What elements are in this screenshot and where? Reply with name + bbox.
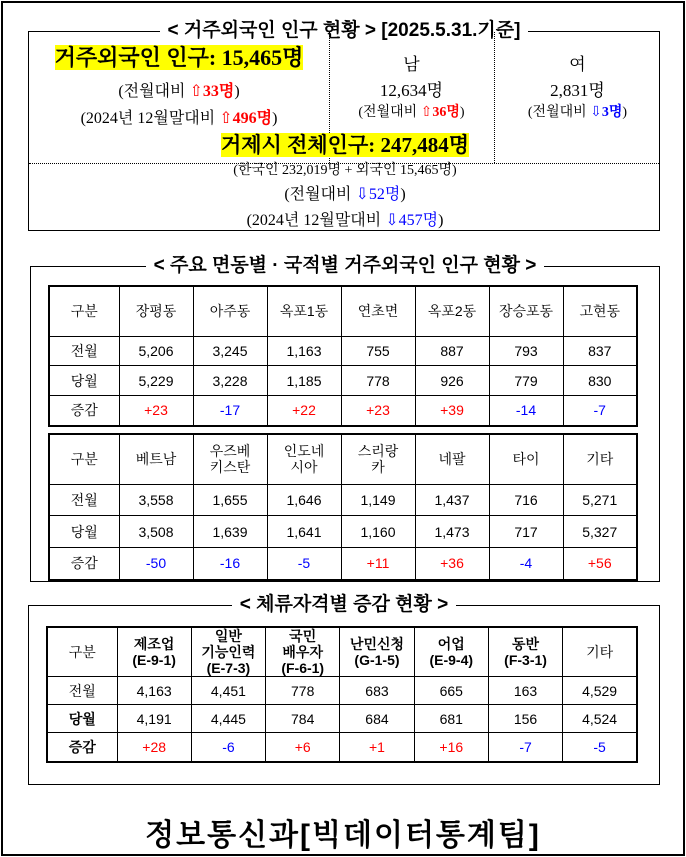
column-header: 동반 (F-3-1)	[488, 627, 562, 677]
table-row	[49, 484, 637, 516]
column-header: 구분	[49, 434, 119, 484]
table-row	[49, 336, 637, 366]
table-cell: 887	[415, 336, 489, 366]
nationality-table	[48, 433, 638, 581]
row-label: 전월	[47, 677, 117, 705]
table-cell: 5,327	[563, 516, 637, 548]
table-cell: -7	[563, 395, 637, 426]
table-cell: 3,508	[119, 516, 193, 548]
row-label: 당월	[47, 705, 117, 733]
table-row	[49, 395, 637, 426]
row-label: 당월	[49, 516, 119, 548]
column-header: 아주동	[193, 286, 267, 336]
row-label: 전월	[49, 336, 119, 366]
table-cell: 1,655	[193, 484, 267, 516]
table-cell: +39	[415, 395, 489, 426]
table-cell: 778	[266, 677, 340, 705]
table-cell: 683	[340, 677, 414, 705]
column-header: 옥포1동	[267, 286, 341, 336]
column-header: 고현동	[563, 286, 637, 336]
table-cell: +11	[341, 547, 415, 580]
table-row	[47, 733, 637, 762]
table-cell: 3,558	[119, 484, 193, 516]
foreign-population-summary	[28, 20, 660, 231]
table-cell: 665	[414, 677, 488, 705]
table-cell: 755	[341, 336, 415, 366]
column-header: 인도네 시아	[267, 434, 341, 484]
section-title: < 체류자격별 증감 현황 >	[232, 594, 457, 615]
table-cell: 830	[563, 366, 637, 396]
table-cell: -5	[267, 547, 341, 580]
table-cell: 4,163	[117, 677, 191, 705]
table-cell: +16	[414, 733, 488, 762]
table-cell: 837	[563, 336, 637, 366]
column-header: 연초면	[341, 286, 415, 336]
column-header: 기타	[563, 627, 637, 677]
column-header: 장승포동	[489, 286, 563, 336]
male-mom: (전월대비 ⇧36명)	[358, 105, 465, 120]
table-cell: 4,191	[117, 705, 191, 733]
table-cell: 779	[489, 366, 563, 396]
column-header: 난민신청 (G-1-5)	[340, 627, 414, 677]
foreign-ytd: (2024년 12월말대비 ⇧496명)	[80, 110, 278, 127]
table-cell: 3,245	[193, 336, 267, 366]
column-header: 일반 기능인력 (E-7-3)	[191, 627, 265, 677]
table-cell: +56	[563, 547, 637, 580]
female-count: 2,831명	[550, 81, 605, 100]
table-cell: -4	[489, 547, 563, 580]
table-cell: 5,206	[119, 336, 193, 366]
table-cell: 716	[489, 484, 563, 516]
table-cell: 156	[488, 705, 562, 733]
city-ytd: (2024년 12월말대비 ⇩457명)	[246, 212, 444, 229]
footer-department: 정보통신과[빅데이터통계팀]	[145, 819, 541, 852]
section-title: < 주요 면동별 · 국적별 거주외국인 인구 현황 >	[146, 255, 545, 276]
row-label: 전월	[49, 484, 119, 516]
table-cell: 4,451	[191, 677, 265, 705]
table-cell: 1,437	[415, 484, 489, 516]
table-row	[47, 677, 637, 705]
table-cell: 4,529	[563, 677, 637, 705]
column-header: 베트남	[119, 434, 193, 484]
table-cell: +23	[341, 395, 415, 426]
table-cell: 163	[488, 677, 562, 705]
column-header: 구분	[47, 627, 117, 677]
visa-status-table	[46, 626, 638, 763]
table-cell: 684	[340, 705, 414, 733]
column-header: 옥포2동	[415, 286, 489, 336]
male-count: 12,634명	[379, 81, 444, 100]
column-header: 네팔	[415, 434, 489, 484]
row-label: 증감	[47, 733, 117, 762]
table-cell: 1,646	[267, 484, 341, 516]
table-cell: -17	[193, 395, 267, 426]
column-header: 어업 (E-9-4)	[414, 627, 488, 677]
table-cell: 784	[266, 705, 340, 733]
table-cell: -5	[563, 733, 637, 762]
table-cell: 4,445	[191, 705, 265, 733]
table-cell: 1,160	[341, 516, 415, 548]
table-row	[47, 705, 637, 733]
female-label: 여	[569, 55, 586, 74]
table-cell: 793	[489, 336, 563, 366]
table-cell: 1,163	[267, 336, 341, 366]
section-title: < 거주외국인 인구 현황 > [2025.5.31.기준]	[160, 20, 529, 41]
table-cell: +22	[267, 395, 341, 426]
table-cell: 1,639	[193, 516, 267, 548]
table-cell: 5,271	[563, 484, 637, 516]
column-header: 스리랑 카	[341, 434, 415, 484]
population-breakdown: (한국인 232,019명 + 외국인 15,465명)	[233, 163, 457, 178]
male-label: 남	[403, 55, 420, 74]
table-cell: 5,229	[119, 366, 193, 396]
table-row	[49, 516, 637, 548]
table-cell: +28	[117, 733, 191, 762]
column-header: 국민 배우자 (F-6-1)	[266, 627, 340, 677]
table-cell: 1,185	[267, 366, 341, 396]
table-cell: -6	[191, 733, 265, 762]
table-cell: -14	[489, 395, 563, 426]
row-label: 증감	[49, 395, 119, 426]
column-header: 장평동	[119, 286, 193, 336]
table-row	[49, 547, 637, 580]
column-header: 기타	[563, 434, 637, 484]
column-header: 구분	[49, 286, 119, 336]
table-cell: +6	[266, 733, 340, 762]
table-cell: -7	[488, 733, 562, 762]
female-mom: (전월대비 ⇩3명)	[527, 105, 628, 120]
table-cell: 681	[414, 705, 488, 733]
table-cell: -16	[193, 547, 267, 580]
row-label: 증감	[49, 547, 119, 580]
table-cell: 4,524	[563, 705, 637, 733]
table-row	[49, 366, 637, 396]
table-cell: 1,641	[267, 516, 341, 548]
city-mom: (전월대비 ⇩52명)	[284, 186, 406, 203]
column-header: 우즈베 키스탄	[193, 434, 267, 484]
table-cell: 778	[341, 366, 415, 396]
city-total: 거제시 전체인구: 247,484명	[220, 133, 470, 157]
column-header: 제조업 (E-9-1)	[117, 627, 191, 677]
table-cell: +1	[340, 733, 414, 762]
table-cell: -50	[119, 547, 193, 580]
row-label: 당월	[49, 366, 119, 396]
table-cell: +36	[415, 547, 489, 580]
table-cell: 717	[489, 516, 563, 548]
table-cell: 3,228	[193, 366, 267, 396]
foreign-total: 거주외국인 인구: 15,465명	[54, 45, 304, 70]
table-cell: 1,149	[341, 484, 415, 516]
district-table	[48, 285, 638, 427]
table-cell: 926	[415, 366, 489, 396]
column-header: 타이	[489, 434, 563, 484]
foreign-mom: (전월대비 ⇧33명)	[118, 83, 240, 100]
table-cell: 1,473	[415, 516, 489, 548]
table-cell: +23	[119, 395, 193, 426]
